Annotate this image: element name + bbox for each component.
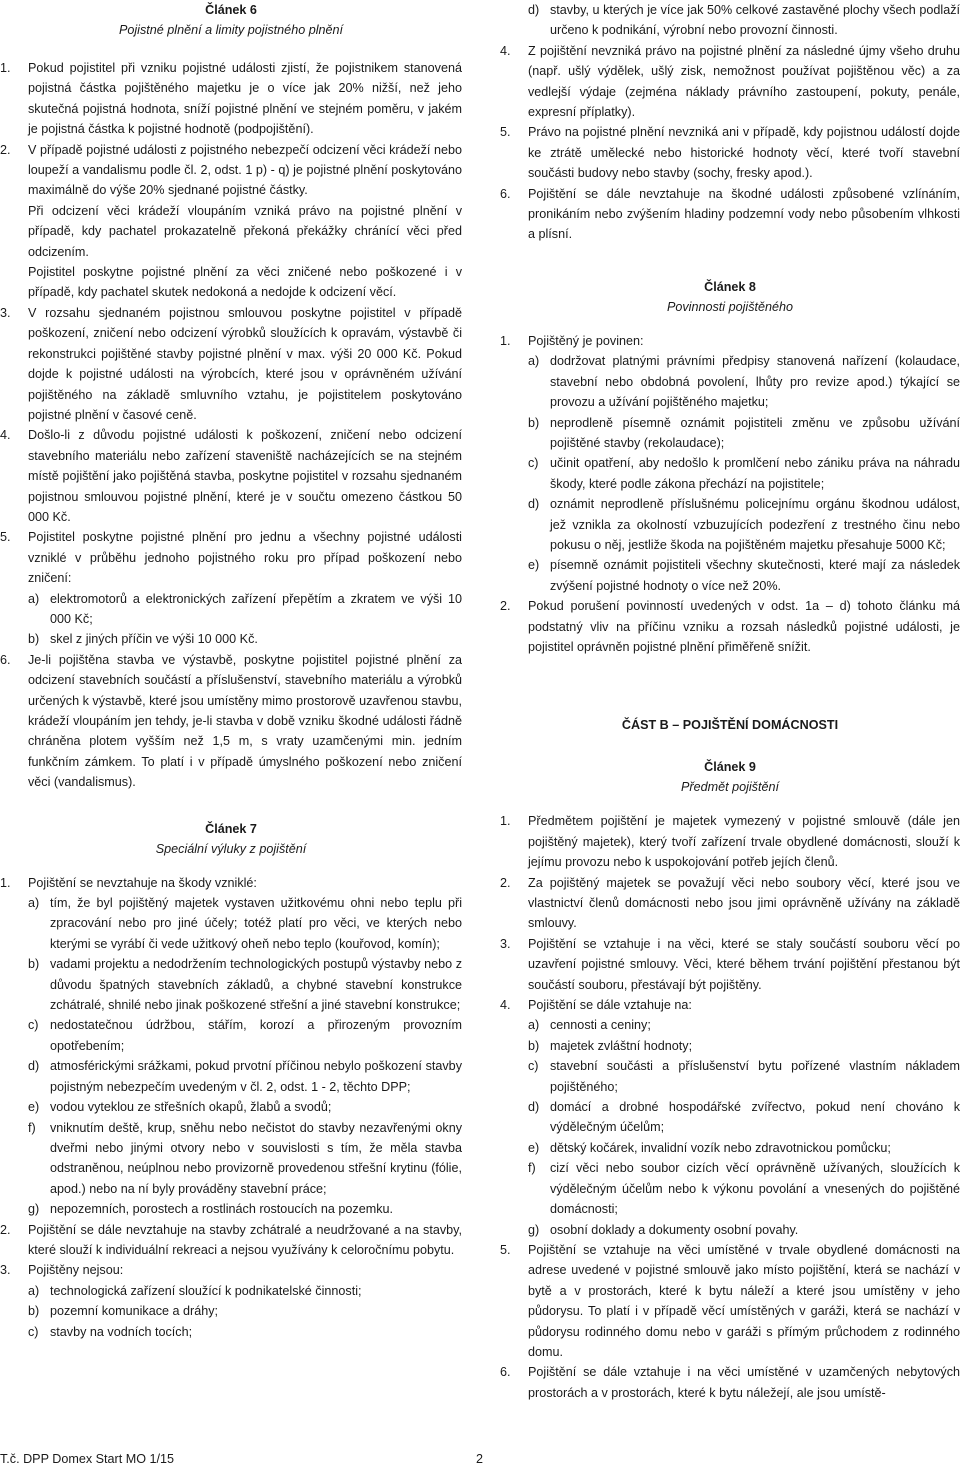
paragraph: 1. Pojištěný je povinen: bbox=[500, 333, 644, 348]
paragraph: 3. Pojištění se vztahuje i na věci, které se staly součástí souboru věcí po uzavření pojistné smlouvy. Věci, které během trvání pojištění přestanou být součástí souboru, přestávají být pojištěny. bbox=[500, 936, 960, 992]
paragraph: 2. Pokud porušení povinností uvedených v odst. 1a – d) tohoto článku má podstatný vliv na příčinu vzniku a rozsah následků pojistné události, je pojistitel oprávněn pojistné plnění přiměřeně snížit. bbox=[500, 599, 960, 654]
list-item: e) písemně oznámit pojistiteli všechny skutečnosti, které mají za následek zvýšení pojistné hodnoty o více než 20%. bbox=[528, 558, 960, 593]
footer-page-number: 2 bbox=[476, 1452, 484, 1466]
paragraph: 2. Pojištění se dále nevztahuje na stavby zchátralé a neudržované a na stavby, které slouží k individuální rekreaci a nejsou využívány k celoročnímu pobytu. bbox=[0, 1222, 462, 1257]
list-item: a) elektromotorů a elektronických zařízení přepětím a zkratem ve výši 10 000 Kč; bbox=[28, 591, 462, 626]
article-subtitle: Speciální výluky z pojištění bbox=[155, 841, 307, 856]
paragraph: 6. Pojištění se dále nevztahuje na škodné události způsobené vzlínáním, pronikáním nebo zvýšením hladiny podzemní vody nebo působením vlhkosti a plísní. bbox=[500, 186, 960, 242]
list-item: b) vadami projektu a nedodržením technologických postupů výstavby nebo z důvodu špatných stavebních základů, a chybné stavební konstrukce zchátralé, shnilé nebo jinak poškozené střešní a jiné stavební konstrukce; bbox=[28, 957, 462, 1013]
list-item: c) stavební součásti a příslušenství bytu pořízené vlastním nákladem pojištěného; bbox=[528, 1059, 960, 1094]
paragraph: 1. Pokud pojistitel při vzniku pojistné události zjistí, že pojistnikem stanovená pojistná částka pojištěného majetku je o více jak 20% nižší, než jeho skutečná pojistná hodnota, sníží pojistné plnění ve stejném poměru, v jakém je pojistná částka k pojistné hodnotě (podpojištění). bbox=[0, 61, 462, 137]
list-item: f) cizí věci nebo soubor cizích věcí oprávněně užívaných, sloužících k výdělečným účelům nebo k výkonu povolání a vnesených do pojištěné domácnosti; bbox=[528, 1161, 960, 1217]
article-title: Článek 8 bbox=[704, 279, 756, 294]
right-column bbox=[500, 0, 960, 1403]
paragraph: 3. Pojištěny nejsou: bbox=[0, 1263, 124, 1278]
list-item: b) pozemní komunikace a dráhy; bbox=[28, 1304, 219, 1319]
article-7-heading bbox=[0, 819, 462, 859]
list-item: g) osobní doklady a dokumenty osobní povahy. bbox=[528, 1222, 799, 1237]
paragraph: 4. Z pojištění nevzniká právo na pojistné plnění za následné újmy všeho druhu (např. ušlý výdělek, ušlý zisk, nemožnost používat pojištěnou věc) a za vedlejší výdaje (zejména náklady právního zastoupení, pokuty, penále, expresní příplatky). bbox=[500, 43, 960, 120]
paragraph: 4. Pojištění se dále vztahuje na: bbox=[500, 998, 692, 1013]
paragraph: 2. Za pojištěný majetek se považují věci nebo soubory věcí, které jsou ve vlastnictví členů domácnosti nebo jsou jimi oprávněně užívány na základě smlouvy. bbox=[500, 875, 960, 931]
article-title: Článek 7 bbox=[205, 821, 257, 836]
list-item: b) skel z jiných příčin ve výši 10 000 Kč. bbox=[28, 632, 258, 647]
list-item: c) stavby na vodních tocích; bbox=[28, 1324, 193, 1339]
list-item: d) stavby, u kterých je více jak 50% celkové zastavěné plochy všech podlaží určeno k podnikání, výrobní nebo provozní činnosti. bbox=[528, 3, 960, 38]
paragraph-continuation: Pojistitel poskytne pojistné plnění za věci zničené nebo poškozené i v případě, kdy pachatel skutek nedokoná a nedojde k odcizení věcí. bbox=[28, 265, 462, 300]
left-column bbox=[0, 0, 462, 1342]
paragraph: 4. Došlo-li z důvodu pojistné události k poškození, zničení nebo odcizení stavebního materiálu nebo zařízení staveniště nacházejících se na stejném místě pojištění jako pojištěná stavba, poskytne pojistitel v rozsahu sjednaném pojistnou smlouvou pojistné plnění, které je v součtu omezeno částkou 50 000 Kč. bbox=[0, 428, 462, 524]
list-item: c) učinit opatření, aby nedošlo k promlčení nebo zániku práva na náhradu škody, které podle zákona přechází na pojistitele; bbox=[528, 456, 960, 491]
list-item: d) atmosférickými srážkami, pokud prvotní příčinou nebylo poškození stavby pojistným nebezpečím uvedeným v čl. 2, odst. 1 - 2, těchto DPP; bbox=[28, 1059, 462, 1094]
article-8-heading bbox=[500, 277, 960, 317]
list-item: c) nedostatečnou údržbou, stářím, korozí a přirozeným provozním opotřebením; bbox=[28, 1018, 462, 1053]
list-item: e) dětský kočárek, invalidní vozík nebo zdravotnickou pomůcku; bbox=[528, 1140, 891, 1155]
list-item: f) vniknutím deště, krup, sněhu nebo nečistot do stavby nezavřenými okny dveřmi nebo jinými otvory nebo v souvislosti s tím, že měla stavba odstraněnou, neúplnou nebo provizorně provedenou střešní krytinu (fólie, apod.) nebo na ní byly prováděny stavební práce; bbox=[28, 1120, 462, 1196]
list-item: b) neprodleně písemně oznámit pojistiteli změnu ve způsobu užívání pojištěné stavby (rekolaudace); bbox=[528, 415, 960, 450]
article-9-heading bbox=[500, 757, 960, 797]
paragraph: 6. Pojištění se dále vztahuje i na věci umístěné v uzamčených nebytových prostorách a v prostorách, které k bytu náležejí, ale jsou umístě- bbox=[500, 1365, 960, 1400]
paragraph: 5. Pojištění se vztahuje na věci umístěné v trvale obydlené domácnosti na adrese uvedené v pojistné smlouvě jako místo pojištění, která se nachází v bytě a v prostorách, které k bytu náleží a které jsou umístěny v jeho půdorysu. To platí i v případě věcí umístěných v garáži, která se nachází v půdorysu rodinného domu nebo v garáži s přímým průchodem z rodinného domu. bbox=[500, 1242, 960, 1359]
part-title: ČÁST B – POJIŠTĚNÍ DOMÁCNOSTI bbox=[621, 718, 839, 733]
list-item: a) tím, že byl pojištěný majetek vystaven užitkovému ohni nebo teplu při zpracování nebo pro jiné účely; totéž platí pro věci, ve kterých nebo kterými se vyrábí či vede užitkový oheň nebo teplo (kouřovod, komín); bbox=[28, 896, 462, 951]
list-item: b) majetek zvláštní hodnoty; bbox=[528, 1038, 693, 1053]
paragraph: 6. Je-li pojištěna stavba ve výstavbě, poskytne pojistitel pojistné plnění za odcizení stavebních součástí a příslušenství, stavebního materiálu a výrobků určených k výstavbě, které jsou umístěny mimo prostorově uzavřenou stavbu, krádeží vloupáním jen tehdy, je-li stavba v době vzniku škodné události řádně chráněna plotem vyšším než 1,5 m, s vraty uzamčenými min. jedním funkčním zámkem. To platí i v případě úmyslného poškození nebo zničení věci (vandalismus). bbox=[0, 652, 462, 790]
list-item: a) technologická zařízení sloužící k podnikatelské činnosti; bbox=[28, 1283, 362, 1298]
paragraph: 3. V rozsahu sjednaném pojistnou smlouvou poskytne pojistitel v případě poškození, zničení nebo odcizení výrobků sloužících k opravám, výstavbě či rekonstrukci pojištěné stavby pojistné plnění v max. výši 20 000 Kč. Pokud dojde k pojistné události na výrobcích, které jsou v oprávněném užívání pojištěného na základě smluvního vztahu, je pojistitelem poskytováno pojistné plnění v časové ceně. bbox=[0, 305, 462, 422]
paragraph: 1. Předmětem pojištění je majetek vymezený v pojistné smlouvě (dále jen pojištěný majetek), který tvoří zařízení trvale obydlené domácnosti, slouží k jejímu provozu nebo k uspokojování potřeb jejích členů. bbox=[500, 814, 960, 870]
paragraph: 5. Právo na pojistné plnění nevzniká ani v případě, kdy pojistnou událostí dojde ke ztrátě umělecké nebo historické hodnoty věcí, které tvoří stavební součásti budovy nebo stavby (sochy, fresky apod.). bbox=[500, 125, 960, 181]
list-item: g) nepozemních, porostech a rostlinách rostoucích na pozemku. bbox=[28, 1202, 394, 1217]
part-b-heading bbox=[500, 715, 960, 735]
article-subtitle: Předmět pojištění bbox=[680, 780, 779, 795]
paragraph: 1. Pojištění se nevztahuje na škody vzniklé: bbox=[0, 875, 257, 890]
list-item: d) oznámit neprodleně příslušnému policejnímu orgánu škodnou událost, jež vznikla za okolností vzbuzujících podezření z trestného činu nebo pokusu o něj, jestliže škoda na pojištěném majetku přesahuje 5000 Kč; bbox=[528, 497, 960, 552]
paragraph-continuation: Při odcizení věci krádeží vloupáním vzniká právo na pojistné plnění v případě, kdy pachatel prokazatelně překoná překážky chránící věci před odcizením. bbox=[28, 203, 462, 259]
footer-document-code: T.č. DPP Domex Start MO 1/15 bbox=[0, 1452, 175, 1466]
list-item: a) cennosti a ceniny; bbox=[528, 1018, 651, 1033]
article-title: Článek 9 bbox=[704, 760, 756, 775]
article-subtitle: Pojistné plnění a limity pojistného plnění bbox=[118, 23, 344, 37]
list-item: e) vodou vyteklou ze střešních okapů, žlabů a svodů; bbox=[28, 1100, 332, 1115]
article-title: Článek 6 bbox=[205, 3, 257, 17]
article-subtitle: Povinnosti pojištěného bbox=[666, 299, 794, 314]
paragraph: 5. Pojistitel poskytne pojistné plnění pro jednu a všechny pojistné události vzniklé v průběhu jednoho pojistného roku pro případ poškození nebo zničení: bbox=[0, 530, 462, 586]
article-6-heading bbox=[0, 0, 462, 40]
list-item: a) dodržovat platnými právními předpisy stanovená nařízení (kolaudace, stavební nebo obdobná povolení, lhůty pro revize apod.) týkající se provozu a užívání pojištěného majetku; bbox=[528, 354, 960, 410]
paragraph: 2. V případě pojistné události z pojistného nebezpečí odcizení věci krádeží nebo loupeží a vandalismu podle čl. 2, odst. 1 p) - q) je pojistné plnění poskytováno maximálně do výše 20% sjednané pojistné částky. bbox=[0, 142, 462, 198]
list-item: d) domácí a drobné hospodářské zvířectvo, pokud není chováno k výdělečným účelům; bbox=[528, 1100, 960, 1135]
